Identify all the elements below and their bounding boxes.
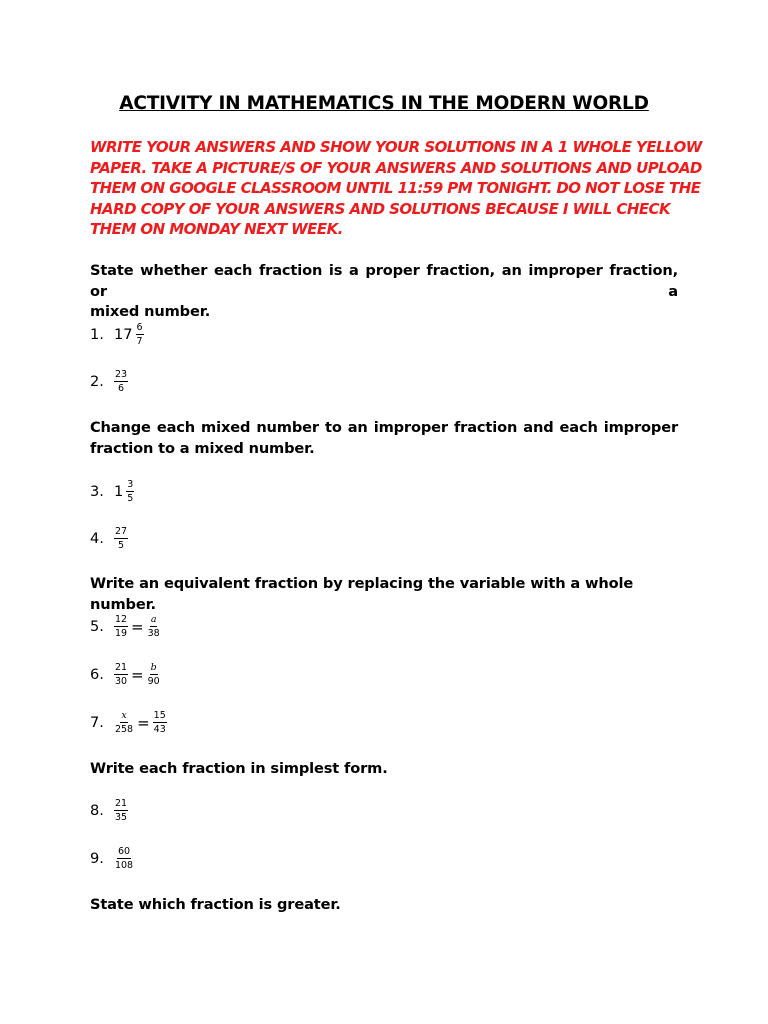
problem-number: 2.	[90, 373, 104, 390]
fraction	[136, 322, 144, 347]
fraction-left	[114, 710, 134, 735]
fraction	[114, 369, 128, 394]
denominator: 258	[114, 724, 134, 735]
instructions-line: THEM ON GOOGLE CLASSROOM UNTIL 11:59 PM TONIGHT. DO NOT LOSE THE	[90, 179, 701, 198]
fraction-right	[153, 710, 167, 735]
problem-number: 7.	[90, 714, 104, 731]
problem-number: 8.	[90, 802, 104, 819]
section-heading-convert	[90, 418, 678, 459]
problem-1	[90, 322, 144, 347]
fraction	[114, 526, 128, 551]
fraction-left	[114, 662, 128, 687]
denominator: 19	[114, 628, 128, 639]
fraction-right	[147, 662, 161, 687]
section-heading-line: fraction to a mixed number.	[90, 439, 315, 457]
problem-number: 5.	[90, 618, 104, 635]
numerator: 27	[114, 526, 128, 537]
problem-number: 9.	[90, 850, 104, 867]
fraction	[114, 846, 134, 871]
problem-6	[90, 662, 161, 687]
numerator: 21	[114, 662, 128, 673]
whole-number: 1	[113, 483, 124, 500]
instructions-line: THEM ON MONDAY NEXT WEEK.	[90, 220, 343, 239]
whole-number: 17	[113, 326, 133, 343]
denominator: 90	[147, 676, 160, 687]
denominator: 5	[117, 540, 124, 551]
problem-number: 3.	[90, 483, 104, 500]
equals-sign: =	[131, 665, 144, 684]
problem-3	[90, 479, 134, 504]
section-heading-line: mixed number.	[90, 303, 211, 321]
section-heading-line: Change each mixed number to an improper fraction and each improper	[90, 419, 678, 436]
numerator-variable: x	[121, 710, 127, 721]
instructions-line: HARD COPY OF YOUR ANSWERS AND SOLUTIONS BECAUSE I WILL CHECK	[90, 199, 671, 218]
denominator: 6	[117, 383, 124, 394]
fraction	[114, 798, 128, 823]
equals-sign: =	[137, 713, 150, 732]
numerator: 23	[114, 369, 128, 380]
instructions-line: WRITE YOUR ANSWERS AND SHOW YOUR SOLUTIONS IN A 1 WHOLE YELLOW	[90, 138, 702, 156]
problem-number: 6.	[90, 666, 104, 683]
section-heading-proper-improper	[90, 261, 678, 323]
numerator-variable: a	[150, 614, 157, 625]
page-title: ACTIVITY IN MATHEMATICS IN THE MODERN WORLD	[119, 93, 649, 114]
problem-5	[90, 614, 161, 639]
numerator: 15	[153, 710, 166, 721]
numerator: 12	[114, 614, 128, 625]
problem-7	[90, 710, 167, 735]
numerator: 21	[114, 798, 128, 809]
fraction-right	[147, 614, 161, 639]
section-heading-simplest-form: Write each fraction in simplest form.	[90, 760, 388, 777]
problem-4	[90, 526, 128, 551]
denominator: 43	[153, 724, 166, 735]
instructions-line: PAPER. TAKE A PICTURE/S OF YOUR ANSWERS AND SOLUTIONS AND UPLOAD	[90, 158, 702, 177]
numerator: 60	[117, 846, 131, 857]
section-heading-line: State whether each fraction is a proper fraction, an improper fraction, or a	[90, 262, 678, 300]
fraction	[126, 479, 134, 504]
section-heading-compare: State which fraction is greater.	[90, 896, 341, 913]
denominator: 7	[136, 336, 143, 347]
numerator: 3	[127, 479, 134, 490]
problem-number: 4.	[90, 530, 104, 547]
numerator-variable: b	[150, 662, 157, 673]
problem-9	[90, 846, 134, 871]
denominator: 5	[127, 493, 134, 504]
denominator: 38	[147, 628, 160, 639]
instructions-block	[90, 137, 702, 240]
denominator: 108	[114, 860, 134, 871]
problem-8	[90, 798, 128, 823]
section-heading-equivalent: Write an equivalent fraction by replacing the variable with a whole number.	[90, 575, 634, 613]
problem-2	[90, 369, 128, 394]
equals-sign: =	[131, 617, 144, 636]
numerator: 6	[136, 322, 143, 333]
fraction-left	[114, 614, 128, 639]
denominator: 30	[114, 676, 128, 687]
problem-number: 1.	[90, 326, 104, 343]
denominator: 35	[114, 812, 128, 823]
